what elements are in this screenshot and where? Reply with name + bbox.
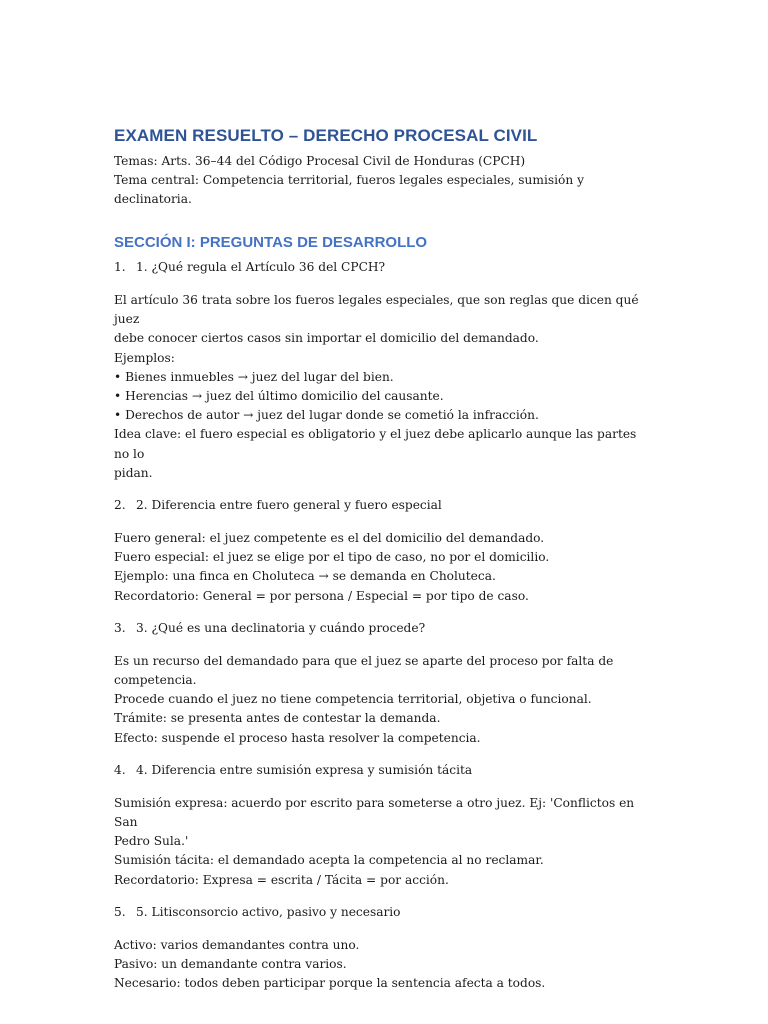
- answer-line: • Derechos de autor → juez del lugar donde se cometió la infracción.: [114, 408, 539, 423]
- answer-block: [114, 652, 644, 748]
- question-item: [114, 903, 644, 922]
- question-text: 1. ¿Qué regula el Artículo 36 del CPCH?: [136, 260, 386, 274]
- answer-line: Es un recurso del demandado para que el juez se aparte del proceso por falta de: [114, 653, 614, 668]
- answer-line: El artículo 36 trata sobre los fueros legales especiales, que son reglas que dicen qué juez: [114, 293, 639, 327]
- answer-line: Efecto: suspende el proceso hasta resolver la competencia.: [114, 730, 481, 745]
- answer-line: • Bienes inmuebles → juez del lugar del bien.: [114, 369, 394, 384]
- answer-line: Recordatorio: General = por persona / Especial = por tipo de caso.: [114, 588, 529, 603]
- questions-list: [114, 258, 644, 993]
- answer-line: Fuero especial: el juez se elige por el tipo de caso, no por el domicilio.: [114, 550, 550, 565]
- answer-line: Idea clave: el fuero especial es obligatorio y el juez debe aplicarlo aunque las partes no lo: [114, 427, 637, 461]
- question-item: [114, 258, 644, 277]
- answer-line: Pedro Sula.': [114, 834, 189, 849]
- question-number: 1.: [114, 260, 126, 274]
- question-number: 4.: [114, 762, 126, 777]
- document-title: EXAMEN RESUELTO – DERECHO PROCESAL CIVIL: [114, 126, 538, 145]
- answer-line: Fuero general: el juez competente es el del domicilio del demandado.: [114, 531, 545, 546]
- answer-line: pidan.: [114, 465, 153, 480]
- answer-line: debe conocer ciertos casos sin importar el domicilio del demandado.: [114, 331, 539, 346]
- answer-line: Procede cuando el juez no tiene competencia territorial, objetiva o funcional.: [114, 692, 592, 707]
- document-content: [114, 126, 644, 1006]
- question-item: [114, 761, 644, 780]
- question-item: [114, 619, 644, 638]
- topics-line: Temas: Arts. 36–44 del Código Procesal Civil de Honduras (CPCH): [114, 154, 526, 168]
- question-number: 3.: [114, 620, 126, 635]
- answer-line: Recordatorio: Expresa = escrita / Tácita = por acción.: [114, 872, 449, 887]
- question-number: 2.: [114, 498, 126, 513]
- answer-line: Sumisión tácita: el demandado acepta la competencia al no reclamar.: [114, 853, 544, 868]
- central-topic-line: Tema central: Competencia territorial, fueros legales especiales, sumisión y declinatoria.: [114, 173, 584, 206]
- answer-line: Necesario: todos deben participar porque la sentencia afecta a todos.: [114, 976, 546, 991]
- answer-line: competencia.: [114, 673, 197, 688]
- question-item: [114, 496, 644, 515]
- answer-line: Sumisión expresa: acuerdo por escrito para someterse a otro juez. Ej: 'Conflictos en San: [114, 795, 635, 830]
- section-heading: SECCIÓN I: PREGUNTAS DE DESARROLLO: [114, 234, 428, 251]
- answer-line: Ejemplos:: [114, 350, 175, 365]
- question-text: 4. Diferencia entre sumisión expresa y sumisión tácita: [136, 762, 473, 777]
- answer-block: [114, 794, 644, 890]
- question-text: 5. Litisconsorcio activo, pasivo y necesario: [136, 904, 401, 919]
- question-text: 2. Diferencia entre fuero general y fuero especial: [136, 498, 442, 513]
- answer-line: • Herencias → juez del último domicilio del causante.: [114, 389, 444, 404]
- question-text: 3. ¿Qué es una declinatoria y cuándo procede?: [136, 620, 426, 635]
- answer-line: Ejemplo: una finca en Choluteca → se demanda en Choluteca.: [114, 569, 496, 584]
- question-number: 5.: [114, 904, 126, 919]
- answer-line: Trámite: se presenta antes de contestar la demanda.: [114, 711, 441, 726]
- answer-line: Pasivo: un demandante contra varios.: [114, 957, 347, 972]
- answer-block: [114, 529, 644, 606]
- answer-block: [114, 936, 644, 994]
- answer-line: Activo: varios demandantes contra uno.: [114, 937, 360, 952]
- answer-block: [114, 291, 644, 483]
